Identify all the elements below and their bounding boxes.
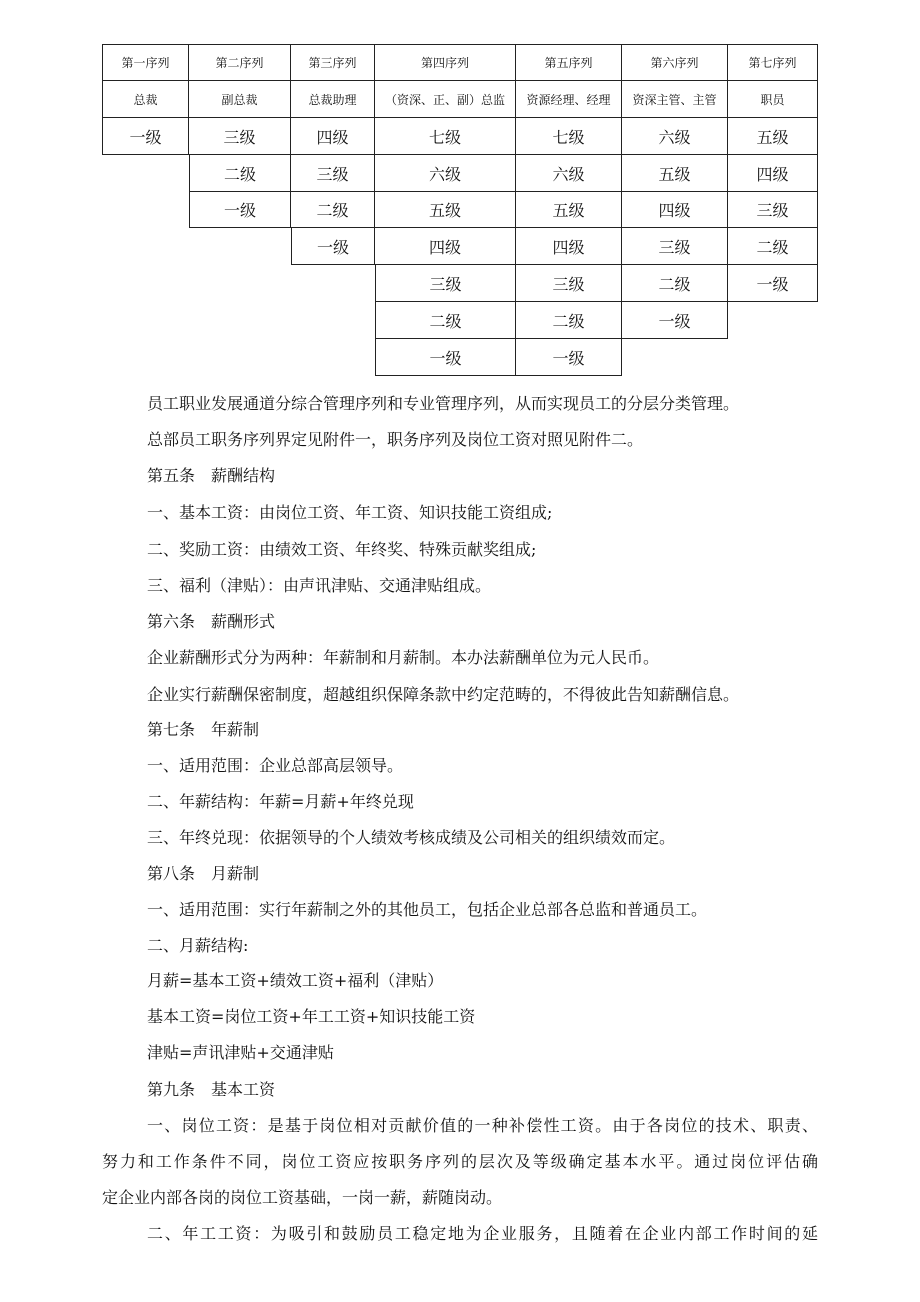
paragraph-line: 二、月薪结构: bbox=[147, 936, 249, 955]
grade-cell: 七级 bbox=[516, 118, 622, 155]
grade-cell: 四级 bbox=[375, 228, 516, 265]
grade-cell: 二级 bbox=[728, 228, 818, 265]
grade-cell: 四级 bbox=[516, 228, 622, 265]
paragraph-line: 第九条 基本工资 bbox=[147, 1080, 276, 1099]
grade-cell: 一级 bbox=[189, 192, 291, 228]
paragraph-line: 第七条 年薪制 bbox=[147, 720, 260, 739]
sequence-role: 副总裁 bbox=[189, 81, 291, 118]
grade-cell: 五级 bbox=[728, 118, 818, 155]
paragraph-line: 基本工资=岗位工资+年工工资+知识技能工资 bbox=[147, 1007, 476, 1026]
sequence-role: 总裁 bbox=[102, 81, 189, 118]
sequence-header: 第一序列 bbox=[102, 44, 189, 81]
grade-cell: 二级 bbox=[189, 155, 291, 192]
grade-cell: 三级 bbox=[189, 118, 291, 155]
paragraph-line: 定企业内部各岗的岗位工资基础，一岗一薪，薪随岗动。 bbox=[102, 1188, 503, 1207]
sequence-header: 第五序列 bbox=[516, 44, 622, 81]
grade-cell: 三级 bbox=[728, 192, 818, 228]
paragraph-line: 二、奖励工资：由绩效工资、年终奖、特殊贡献奖组成; bbox=[147, 540, 537, 559]
sequence-role: （资深、正、副）总监 bbox=[375, 81, 516, 118]
grade-cell: 五级 bbox=[375, 192, 516, 228]
paragraph-line: 一、岗位工资：是基于岗位相对贡献价值的一种补偿性工资。由于各岗位的技术、职责、 bbox=[147, 1116, 818, 1135]
grade-cell: 五级 bbox=[622, 155, 728, 192]
paragraph-line: 一、适用范围：企业总部高层领导。 bbox=[147, 756, 404, 775]
paragraph-line: 企业薪酬形式分为两种：年薪制和月薪制。本办法薪酬单位为元人民币。 bbox=[147, 648, 660, 667]
grade-cell: 一级 bbox=[102, 118, 189, 155]
paragraph-line: 二、年工工资：为吸引和鼓励员工稳定地为企业服务，且随着在企业内部工作时间的延 bbox=[147, 1224, 818, 1243]
sequence-role: 资深主管、主管 bbox=[622, 81, 728, 118]
grade-cell: 七级 bbox=[375, 118, 516, 155]
paragraph-line: 津贴=声讯津贴+交通津贴 bbox=[147, 1043, 334, 1062]
grade-cell: 六级 bbox=[516, 155, 622, 192]
sequence-header: 第六序列 bbox=[622, 44, 728, 81]
grade-cell: 四级 bbox=[728, 155, 818, 192]
paragraph-line: 努力和工作条件不同，岗位工资应按职务序列的层次及等级确定基本水平。通过岗位评估确 bbox=[102, 1152, 818, 1171]
sequence-header: 第七序列 bbox=[728, 44, 818, 81]
paragraph-line: 三、年终兑现：依据领导的个人绩效考核成绩及公司相关的组织绩效而定。 bbox=[147, 828, 676, 847]
paragraph-line: 三、福利（津贴）：由声讯津贴、交通津贴组成。 bbox=[147, 576, 492, 595]
grade-cell: 三级 bbox=[516, 265, 622, 302]
sequence-role: 资源经理、经理 bbox=[516, 81, 622, 118]
paragraph-line: 第八条 月薪制 bbox=[147, 864, 260, 883]
grade-cell: 一级 bbox=[516, 339, 622, 376]
paragraph-line: 员工职业发展通道分综合管理序列和专业管理序列，从而实现员工的分层分类管理。 bbox=[147, 394, 740, 413]
sequence-header: 第三序列 bbox=[291, 44, 375, 81]
grade-table bbox=[102, 44, 818, 376]
grade-cell: 三级 bbox=[375, 265, 516, 302]
grade-cell: 一级 bbox=[728, 265, 818, 302]
grade-cell: 六级 bbox=[375, 155, 516, 192]
paragraph-line: 二、年薪结构：年薪=月薪+年终兑现 bbox=[147, 792, 414, 811]
grade-cell: 二级 bbox=[622, 265, 728, 302]
sequence-role: 职员 bbox=[728, 81, 818, 118]
paragraph-line: 一、适用范围：实行年薪制之外的其他员工，包括企业总部各总监和普通员工。 bbox=[147, 900, 708, 919]
grade-cell: 六级 bbox=[622, 118, 728, 155]
grade-cell: 二级 bbox=[516, 302, 622, 339]
grade-cell: 五级 bbox=[516, 192, 622, 228]
paragraph-line: 一、基本工资：由岗位工资、年工资、知识技能工资组成; bbox=[147, 503, 553, 522]
grade-cell: 一级 bbox=[291, 228, 375, 265]
grade-cell: 四级 bbox=[291, 118, 375, 155]
paragraph-line: 第六条 薪酬形式 bbox=[147, 612, 276, 631]
grade-cell: 二级 bbox=[375, 302, 516, 339]
grade-cell: 四级 bbox=[622, 192, 728, 228]
paragraph-line: 总部员工职务序列界定见附件一，职务序列及岗位工资对照见附件二。 bbox=[147, 430, 644, 449]
paragraph-line: 第五条 薪酬结构 bbox=[147, 466, 276, 485]
grade-cell: 三级 bbox=[622, 228, 728, 265]
grade-cell: 二级 bbox=[291, 192, 375, 228]
sequence-header: 第二序列 bbox=[189, 44, 291, 81]
paragraph-line: 企业实行薪酬保密制度，超越组织保障条款中约定范畴的，不得彼此告知薪酬信息。 bbox=[147, 685, 740, 704]
sequence-role: 总裁助理 bbox=[291, 81, 375, 118]
grade-cell: 一级 bbox=[622, 302, 728, 339]
grade-cell: 三级 bbox=[291, 155, 375, 192]
paragraph-line: 月薪=基本工资+绩效工资+福利（津贴） bbox=[147, 971, 444, 990]
grade-cell: 一级 bbox=[375, 339, 516, 376]
sequence-header: 第四序列 bbox=[375, 44, 516, 81]
